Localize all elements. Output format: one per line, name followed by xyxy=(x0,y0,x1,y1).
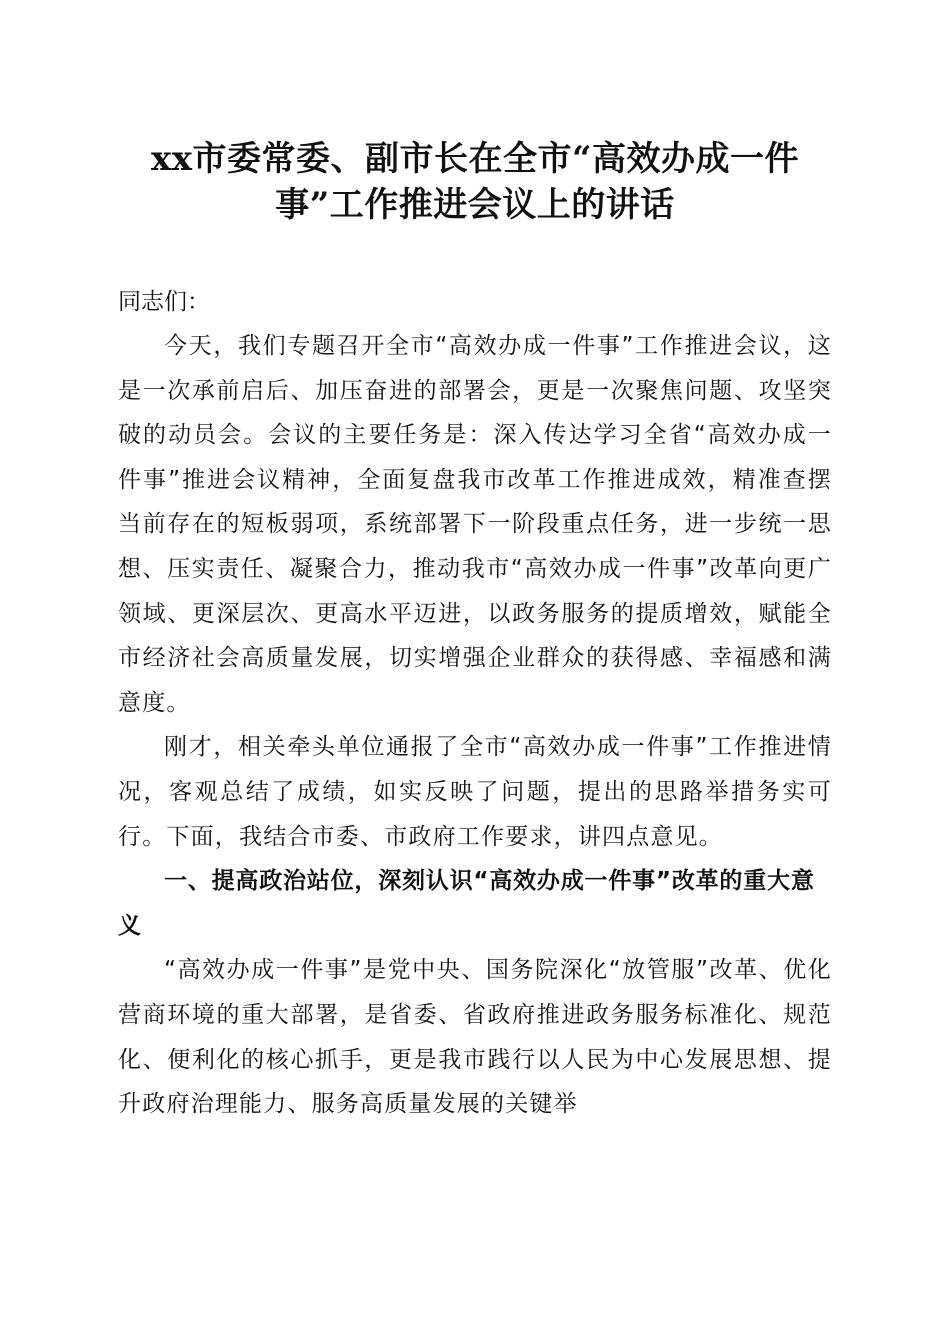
paragraph-summary: 刚才，相关牵头单位通报了全市“高效办成一件事”工作推进情况，客观总结了成绩，如实反映了问题，提出的思路举措务实可行。下面，我结合市委、市政府工作要求，讲四点意见。 xyxy=(118,734,832,850)
document-page xyxy=(118,136,832,1127)
section-1-paragraph: “高效办成一件事”是党中央、国务院深化“放管服”改革、优化营商环境的重大部署，是省委、省政府推进政务服务标准化、规范化、便利化的核心抓手，更是我市践行以人民为中心发展思想、提升政府治理能力、服务高质量发展的关键举 xyxy=(118,957,832,1118)
salutation: 同志们： xyxy=(118,289,210,315)
section-heading-1: 一、提高政治站位，深刻认识“高效办成一件事”改革的重大意义 xyxy=(118,868,815,939)
title-line-2: 事”工作推进会议上的讲话 xyxy=(275,185,675,225)
title-line-1: xx市委常委、副市长在全市“高效办成一件 xyxy=(150,139,800,179)
document-title xyxy=(118,136,832,228)
paragraph-opening: 今天，我们专题召开全市“高效办成一件事”工作推进会议，这是一次承前启后、加压奋进的部署会，更是一次聚焦问题、攻坚突破的动员会。会议的主要任务是：深入传达学习全省“高效办成一件事”推进会议精神，全面复盘我市改革工作推进成效，精准查摆当前存在的短板弱项，系统部署下一阶段重点任务，进一步统一思想、压实责任、凝聚合力，推动我市“高效办成一件事”改革向更广领域、更深层次、更高水平迈进，以政务服务的提质增效，赋能全市经济社会高质量发展，切实增强企业群众的获得感、幸福感和满意度。 xyxy=(118,333,832,716)
